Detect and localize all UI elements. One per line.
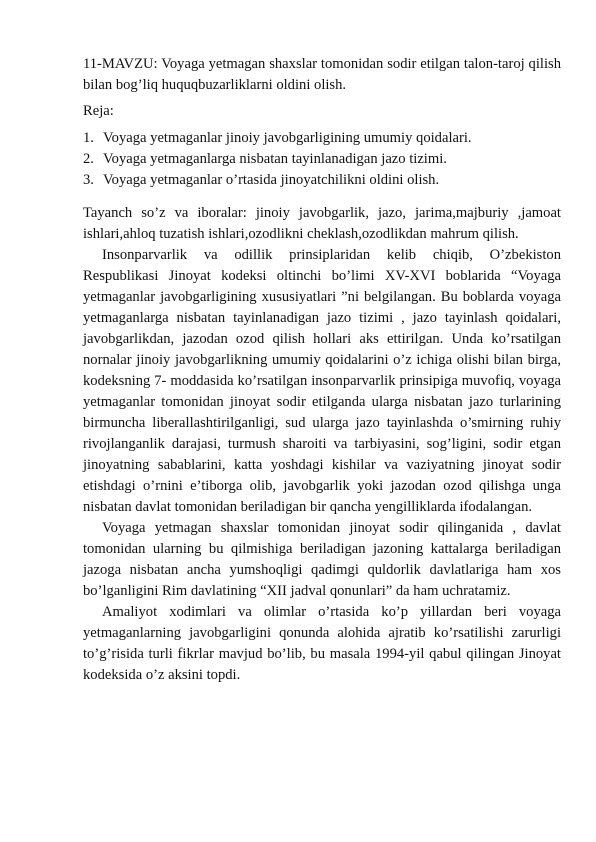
document-page: [83, 54, 561, 686]
plan-list: [83, 128, 561, 191]
body-paragraph-2: Voyaga yetmagan shaxslar tomonidan jinoyat sodir qilinganida , davlat tomonidan ularning bu qilmishiga beriladigan jazoning kattalarga beriladigan jazoga nisbatan ancha yumshoqligi qadimgi quldorlik davlatlariga ham xos bo’lganligini Rim davlatining “XII jadval qonunlari” da ham uchratamiz.: [83, 520, 561, 599]
section-spacer: [83, 191, 561, 203]
plan-item-number: 1.: [83, 130, 94, 146]
plan-item: [83, 149, 561, 170]
body-paragraph-1: Insonparvarlik va odillik prinsiplaridan kelib chiqib, O’zbekiston Respublikasi Jinoyat kodeksi oltinchi bo’limi XV-XVI boblarida “Voyaga yetmaganlar javobgarligining xususiyatlari ”ni belgilangan. Bu boblarda voyaga yetmaganlarga nisbatan tayinlanadigan jazo tizimi , jazo tayinlash qoidalari, javobgarlikdan, jazodan ozod qilish hollari aks ettirilgan. Unda ko’rsatilgan nornalar jinoiy javobgarlikning umumiy qoidalarini o’z ichiga olishi bilan birga, kodeksning 7- moddasida ko’rsatilgan insonparvarlik prinsipiga muvofiq, voyaga yetmaganlar tomonidan jinoyat sodir etilganda ularga nisbatan jazo turlarining birmuncha liberallashtirilganligi, sud ularga jazo tayinlashda o’smirning ruhiy rivojlanganlik darajasi, turmush sharoiti va tarbiyasini, sog’ligini, sodir etgan jinoyatning sabablarini, katta yoshdagi kishilar va vaziyatning jinoyat sodir etishdagi o’rnini e’tiborga olib, javobgarlik yoki jazodan ozod qilishga unga nisbatan davlat tomonidan beriladigan bir qancha yengilliklarda ifodalangan.: [83, 247, 561, 515]
plan-item: [83, 170, 561, 191]
plan-item-number: 2.: [83, 151, 94, 167]
topic-title: 11-MAVZU: Voyaga yetmagan shaxslar tomonidan sodir etilgan talon-taroj qilish bilan bog’liq huquqbuzarliklarni oldini olish.: [83, 56, 561, 93]
plan-item-number: 3.: [83, 172, 94, 188]
plan-label: Reja:: [83, 103, 114, 119]
body-paragraph-3: Amaliyot xodimlari va olimlar o’rtasida ko’p yillardan beri voyaga yetmaganlarning javobgarligini qonunda alohida ajratib ko’rsatilishi zarurligi to’g’risida turli fikrlar mavjud bo’lib, bu masala 1994-yil qabul qilingan Jinoyat kodeksida o’z aksini topdi.: [83, 604, 561, 683]
keywords-paragraph: Tayanch so’z va iboralar: jinoiy javobgarlik, jazo, jarima,majburiy ,jamoat ishlari,ahloq tuzatish ishlari,ozodlikni cheklash,ozodlikdan mahrum qilish.: [83, 205, 561, 242]
plan-item-text: Voyaga yetmaganlar o’rtasida jinoyatchilikni oldini olish.: [103, 172, 440, 188]
plan-item-text: Voyaga yetmaganlarga nisbatan tayinlanadigan jazo tizimi.: [103, 151, 447, 167]
plan-item: [83, 128, 561, 149]
plan-item-text: Voyaga yetmaganlar jinoiy javobgarligining umumiy qoidalari.: [103, 130, 472, 146]
